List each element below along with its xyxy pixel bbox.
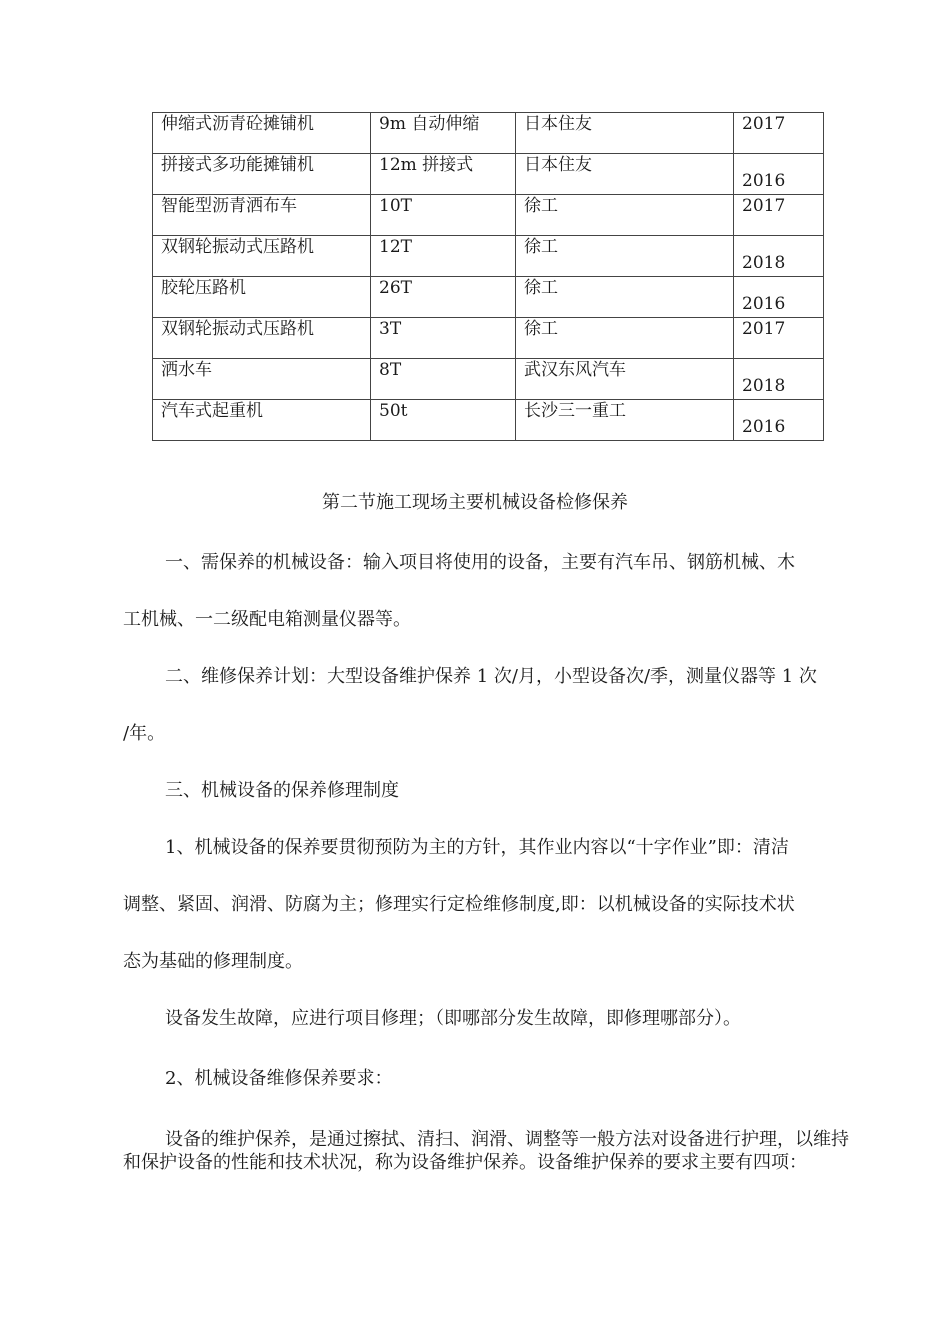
equipment-year-cell: 2017 bbox=[734, 195, 824, 236]
equipment-name-cell: 智能型沥青洒布车 bbox=[153, 195, 371, 236]
equipment-table bbox=[152, 112, 824, 441]
equipment-maker-cell: 徐工 bbox=[516, 236, 734, 277]
equipment-maker-cell: 武汉东风汽车 bbox=[516, 359, 734, 400]
equipment-spec-cell: 50t bbox=[371, 400, 516, 441]
paragraph-3: 三、机械设备的保养修理制度 bbox=[165, 780, 399, 801]
equipment-spec-cell: 8T bbox=[371, 359, 516, 400]
table-row bbox=[153, 113, 824, 154]
equipment-name-cell: 伸缩式沥青砼摊铺机 bbox=[153, 113, 371, 154]
paragraph-4-line-1: 1、机械设备的保养要贯彻预防为主的方针，其作业内容以“十字作业”即：清洁 bbox=[165, 837, 789, 858]
paragraph-4-line-2: 调整、紧固、润滑、防腐为主；修理实行定检维修制度,即：以机械设备的实际技术状 bbox=[123, 894, 795, 915]
equipment-spec-cell: 10T bbox=[371, 195, 516, 236]
equipment-maker-cell: 徐工 bbox=[516, 318, 734, 359]
section-title: 第二节施工现场主要机械设备检修保养 bbox=[322, 492, 628, 513]
equipment-name-cell: 胶轮压路机 bbox=[153, 277, 371, 318]
equipment-spec-cell: 26T bbox=[371, 277, 516, 318]
equipment-name-cell: 洒水车 bbox=[153, 359, 371, 400]
paragraph-7: 设备的维护保养，是通过擦拭、清扫、润滑、调整等一般方法对设备进行护理，以维持和保护设备的性能和技术状况，称为设备维护保养。设备维护保养的要求主要有四项： bbox=[123, 1129, 849, 1173]
table-row bbox=[153, 318, 824, 359]
equipment-year-cell: 2018 bbox=[734, 236, 824, 277]
equipment-spec-cell: 3T bbox=[371, 318, 516, 359]
equipment-spec-cell: 9m 自动伸缩 bbox=[371, 113, 516, 154]
equipment-year-cell: 2017 bbox=[734, 318, 824, 359]
table-row bbox=[153, 400, 824, 441]
paragraph-2-line-1: 二、维修保养计划：大型设备维护保养 1 次/月，小型设备次/季，测量仪器等 1 次 bbox=[165, 666, 817, 687]
table-row bbox=[153, 154, 824, 195]
equipment-year-cell: 2018 bbox=[734, 359, 824, 400]
equipment-spec-cell: 12m 拼接式 bbox=[371, 154, 516, 195]
paragraph-1-line-2: 工机械、一二级配电箱测量仪器等。 bbox=[123, 609, 411, 630]
equipment-year-cell: 2016 bbox=[734, 154, 824, 195]
equipment-spec-cell: 12T bbox=[371, 236, 516, 277]
equipment-name-cell: 双钢轮振动式压路机 bbox=[153, 318, 371, 359]
equipment-name-cell: 汽车式起重机 bbox=[153, 400, 371, 441]
paragraph-6: 2、机械设备维修保养要求： bbox=[165, 1068, 393, 1089]
equipment-table-body bbox=[153, 113, 824, 441]
equipment-maker-cell: 日本住友 bbox=[516, 154, 734, 195]
equipment-maker-cell: 长沙三一重工 bbox=[516, 400, 734, 441]
table-row bbox=[153, 277, 824, 318]
equipment-year-cell: 2016 bbox=[734, 277, 824, 318]
table-row bbox=[153, 359, 824, 400]
equipment-name-cell: 拼接式多功能摊铺机 bbox=[153, 154, 371, 195]
equipment-maker-cell: 徐工 bbox=[516, 195, 734, 236]
equipment-year-cell: 2016 bbox=[734, 400, 824, 441]
paragraph-5: 设备发生故障，应进行项目修理；（即哪部分发生故障，即修理哪部分）。 bbox=[165, 1008, 741, 1029]
equipment-maker-cell: 日本住友 bbox=[516, 113, 734, 154]
table-row bbox=[153, 195, 824, 236]
equipment-maker-cell: 徐工 bbox=[516, 277, 734, 318]
paragraph-2-line-2: /年。 bbox=[123, 723, 166, 744]
paragraph-1-line-1: 一、需保养的机械设备：输入项目将使用的设备，主要有汽车吊、钢筋机械、木 bbox=[165, 552, 795, 573]
equipment-name-cell: 双钢轮振动式压路机 bbox=[153, 236, 371, 277]
table-row bbox=[153, 236, 824, 277]
equipment-year-cell: 2017 bbox=[734, 113, 824, 154]
paragraph-4-line-3: 态为基础的修理制度。 bbox=[123, 951, 303, 972]
